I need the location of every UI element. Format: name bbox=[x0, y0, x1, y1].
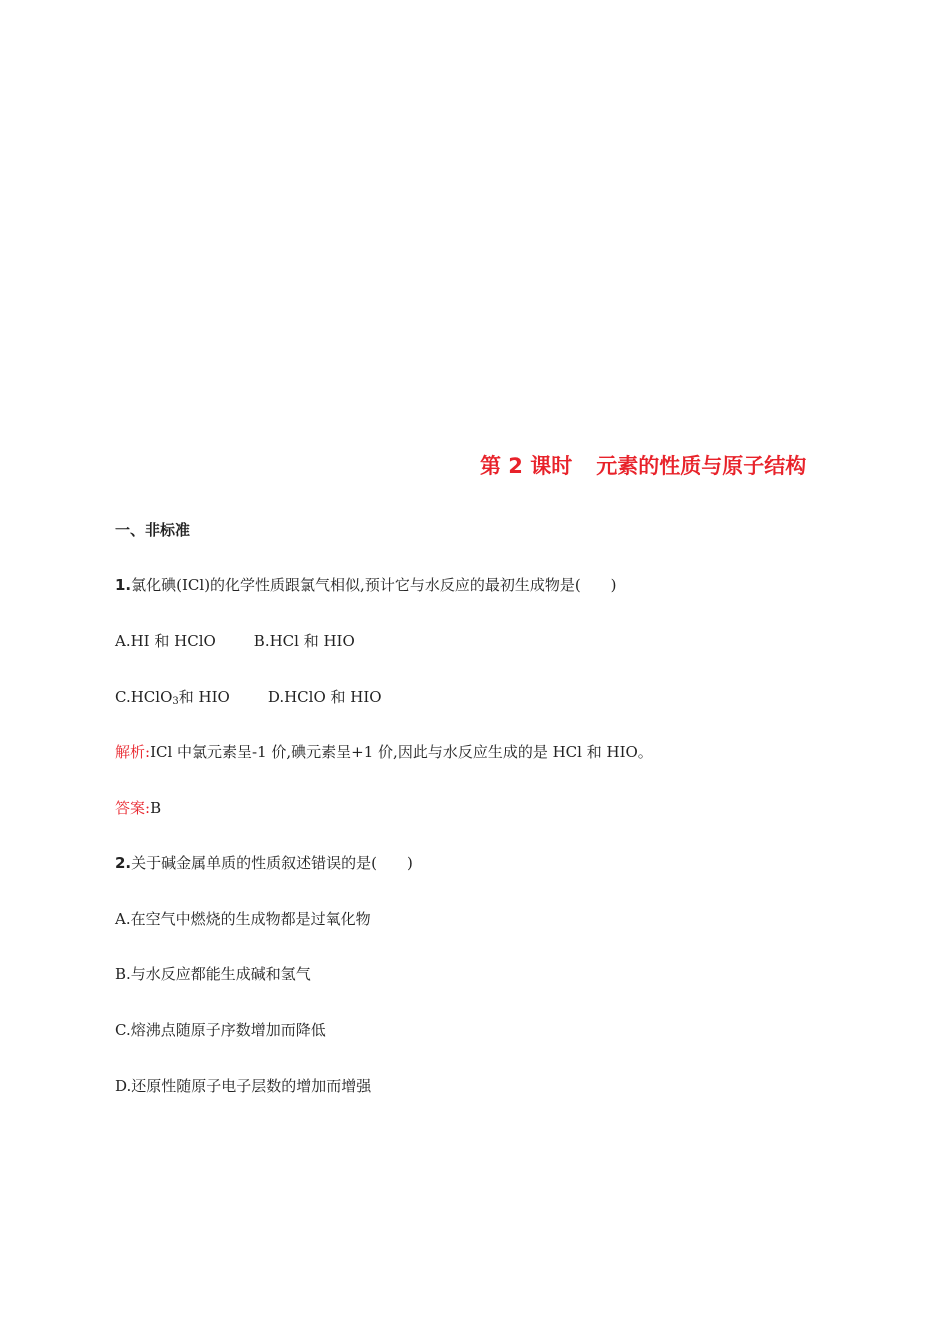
option-b: B.HCl 和 HIO bbox=[253, 632, 355, 650]
option-c: C.熔沸点随原子序数增加而降低 bbox=[115, 1021, 326, 1039]
lesson-topic: 元素的性质与原子结构 bbox=[596, 454, 807, 478]
question-1 bbox=[115, 575, 617, 595]
option-b: B.与水反应都能生成碱和氢气 bbox=[115, 965, 311, 983]
option-a: A.HI 和 HClO bbox=[115, 632, 216, 650]
page-title bbox=[480, 450, 806, 480]
question-1-options-cd bbox=[115, 687, 382, 707]
answer-text: B bbox=[150, 799, 162, 817]
option-d: D.还原性随原子电子层数的增加而增强 bbox=[115, 1077, 372, 1095]
option-a: A.在空气中燃烧的生成物都是过氧化物 bbox=[115, 910, 371, 928]
answer bbox=[115, 798, 161, 818]
analysis-text: ICl 中氯元素呈-1 价,碘元素呈+1 价,因此与水反应生成的是 HCl 和 HIO。 bbox=[150, 743, 653, 761]
question-1-options-ab bbox=[115, 631, 355, 651]
lesson-number: 第 2 课时 bbox=[480, 454, 573, 478]
question-number: 2. bbox=[115, 854, 132, 872]
option-d: D.HClO 和 HIO bbox=[267, 688, 382, 706]
question-stem: 关于碱金属单质的性质叙述错误的是( ) bbox=[131, 854, 413, 872]
answer-label: 答案: bbox=[115, 799, 151, 817]
question-stem: 氯化碘(ICl)的化学性质跟氯气相似,预计它与水反应的最初生成物是( ) bbox=[131, 576, 617, 594]
question-number: 1. bbox=[115, 576, 132, 594]
section-heading: 一、非标准 bbox=[115, 521, 191, 539]
question-2 bbox=[115, 853, 413, 873]
analysis-label: 解析: bbox=[115, 743, 151, 761]
analysis bbox=[115, 742, 653, 762]
option-c: C.HClO$_3$和 HIO bbox=[115, 688, 230, 707]
